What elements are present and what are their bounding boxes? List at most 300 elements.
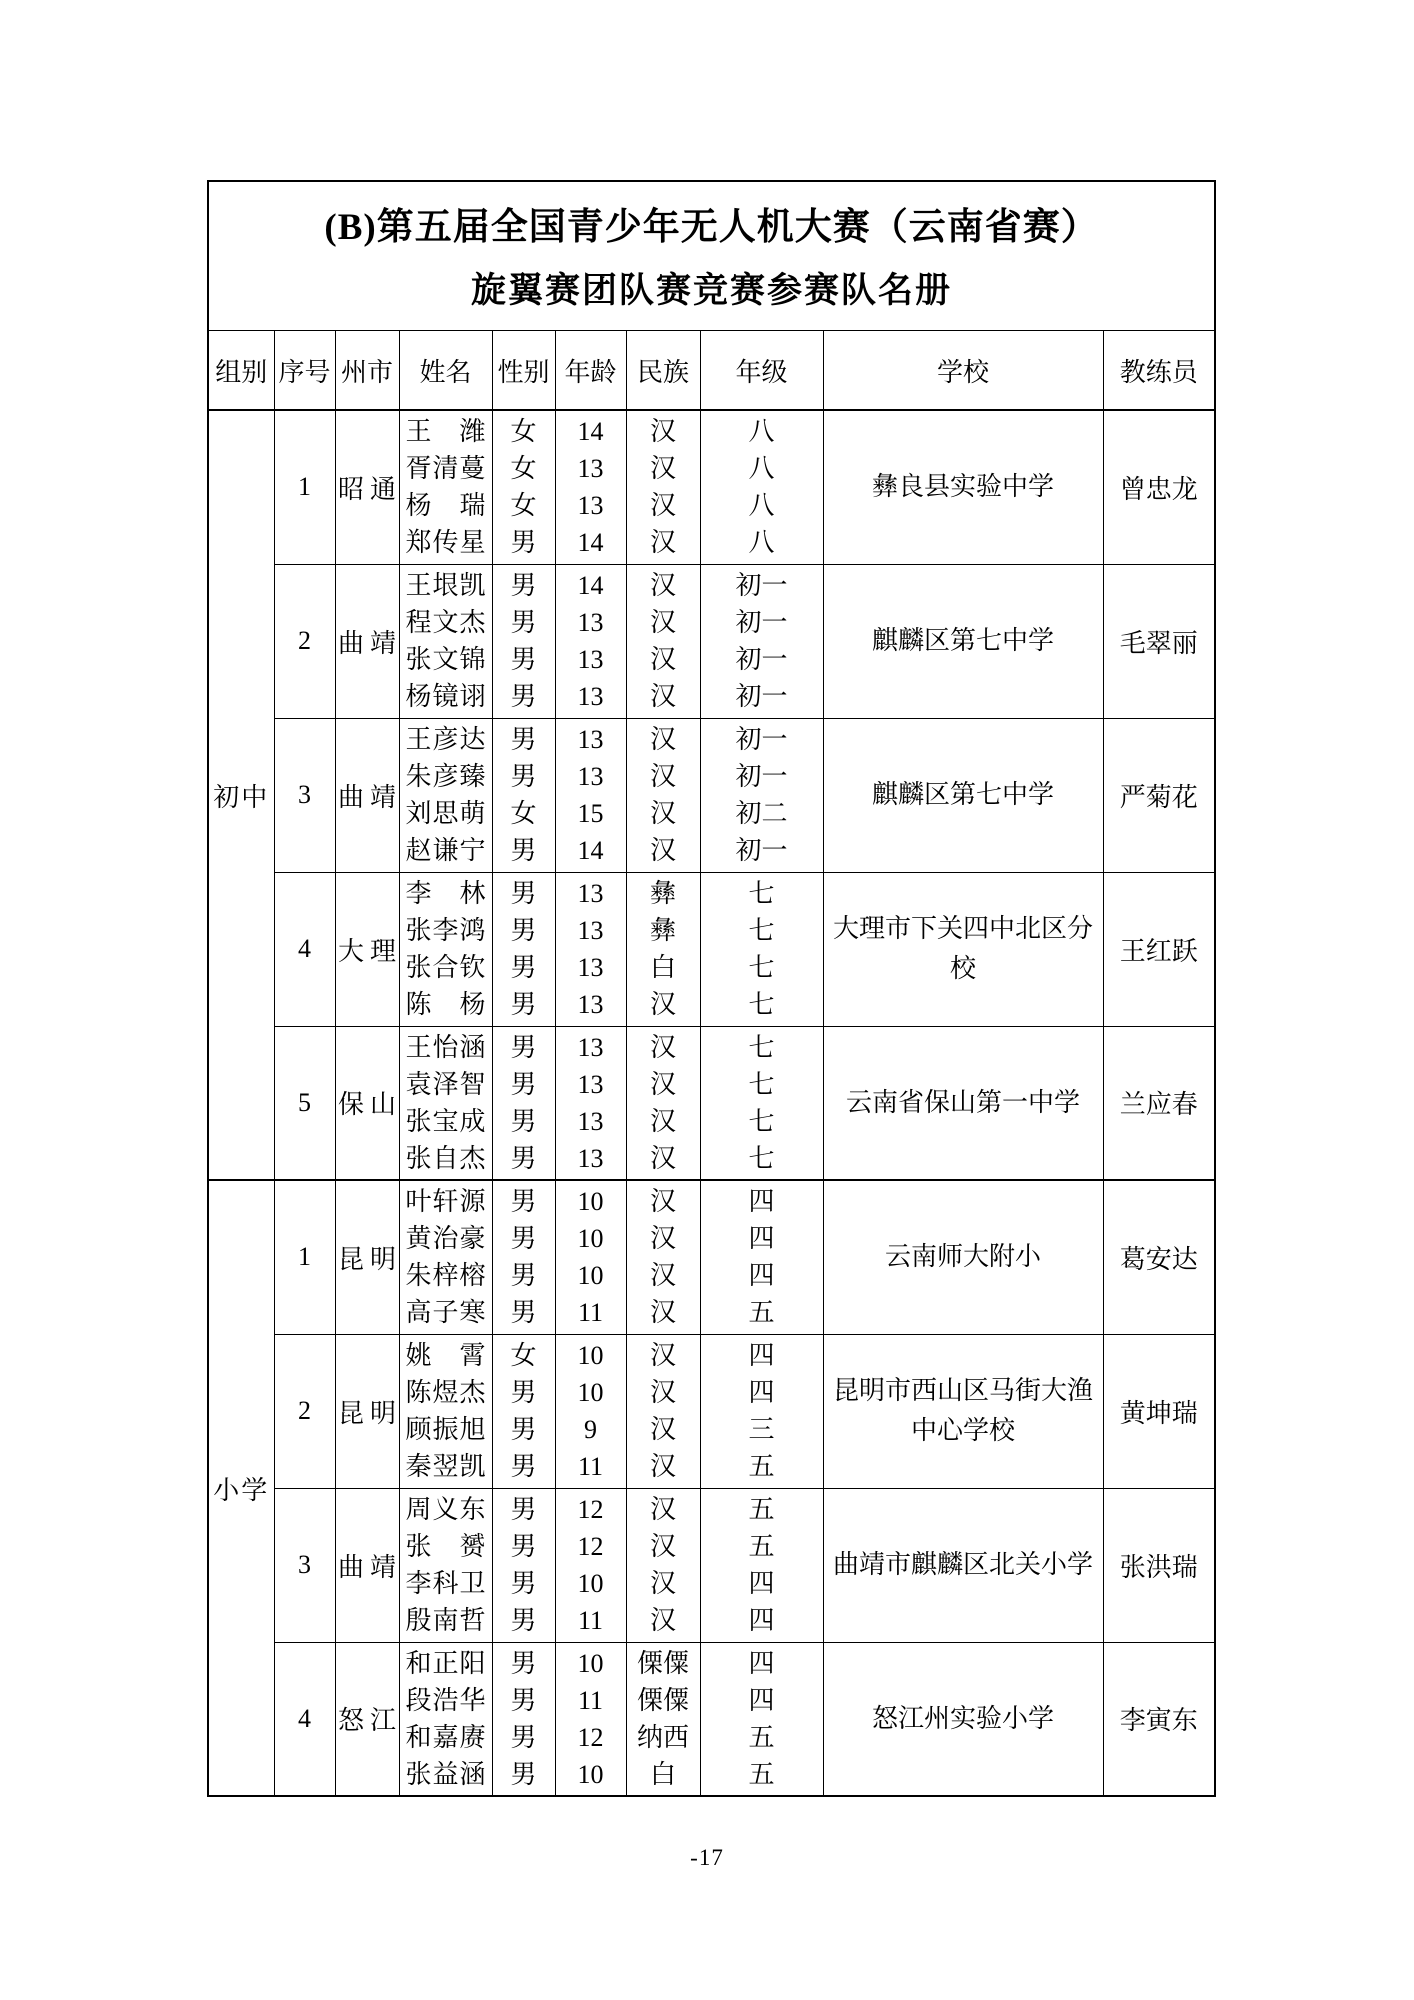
member-name-label: 杨瑞 <box>405 491 486 521</box>
team-school-cell: 昆明市西山区马街大渔中心学校 <box>823 1334 1103 1488</box>
member-grade: 七 <box>748 953 775 982</box>
team-city-label: 曲靖 <box>338 782 396 812</box>
member-gender: 男 <box>510 1261 537 1291</box>
member-name-label: 张李鸿 <box>405 916 486 945</box>
member-ethnicity: 汉 <box>649 682 676 711</box>
member-ethnicity: 汉 <box>649 990 676 1019</box>
team-city-label: 大理 <box>338 936 396 966</box>
member-ethnicity-cell <box>626 1488 700 1642</box>
member-name-label: 杨镜诩 <box>405 682 486 711</box>
member-age-cell <box>555 410 626 564</box>
team-city-cell <box>335 1642 399 1796</box>
team-school-cell: 云南师大附小 <box>823 1180 1103 1334</box>
member-name-label: 顾振旭 <box>405 1415 486 1444</box>
member-ethnicity-cell <box>626 1180 700 1334</box>
member-grade: 初一 <box>735 682 788 711</box>
team-row <box>208 410 1215 564</box>
member-name <box>400 1294 492 1331</box>
member-name <box>400 1645 492 1682</box>
member-grade: 七 <box>748 916 775 945</box>
team-city-cell <box>335 410 399 564</box>
member-ethnicity: 汉 <box>649 725 676 754</box>
member-ethnicity: 汉 <box>649 1187 676 1217</box>
member-grade: 五 <box>748 1759 775 1789</box>
member-name-label: 张文锦 <box>405 645 486 674</box>
member-age: 12 <box>577 1532 604 1561</box>
member-ethnicity: 汉 <box>649 1224 676 1254</box>
group-label-cell: 初中 <box>208 410 274 1180</box>
member-grade: 七 <box>748 1032 775 1062</box>
member-name-label: 袁泽智 <box>405 1069 486 1099</box>
member-name <box>400 1528 492 1565</box>
member-gender-cell <box>492 1026 555 1180</box>
team-city-cell <box>335 1180 399 1334</box>
member-grade: 三 <box>748 1415 775 1444</box>
member-name <box>400 1565 492 1602</box>
member-ethnicity: 傈僳 <box>636 1685 689 1715</box>
member-grade: 七 <box>748 1143 775 1173</box>
member-age: 14 <box>577 417 604 447</box>
member-age: 13 <box>577 682 604 711</box>
column-header-age: 年龄 <box>555 331 626 411</box>
member-age-cell <box>555 872 626 1026</box>
column-header-row <box>208 331 1215 411</box>
team-school-cell: 曲靖市麒麟区北关小学 <box>823 1488 1103 1642</box>
member-ethnicity-cell <box>626 1026 700 1180</box>
member-name-label: 刘思萌 <box>405 799 486 828</box>
member-name-cell <box>399 718 492 872</box>
team-city-cell <box>335 718 399 872</box>
member-gender-cell <box>492 410 555 564</box>
team-serial-cell: 1 <box>274 1180 335 1334</box>
member-age-cell <box>555 1180 626 1334</box>
member-age: 11 <box>577 1452 604 1481</box>
member-ethnicity: 傈僳 <box>636 1648 689 1678</box>
member-grade-cell <box>700 410 823 564</box>
member-name <box>400 1682 492 1719</box>
member-name-label: 朱彦臻 <box>405 762 486 791</box>
member-gender-cell <box>492 872 555 1026</box>
member-name <box>400 1066 492 1103</box>
member-age: 10 <box>577 1261 604 1291</box>
page-number: -17 <box>690 1845 724 1870</box>
member-gender: 男 <box>510 571 537 600</box>
member-name-cell <box>399 564 492 718</box>
member-age: 13 <box>577 879 604 908</box>
member-grade: 四 <box>748 1606 775 1635</box>
member-name-label: 朱梓榕 <box>405 1261 486 1291</box>
member-age: 14 <box>577 836 604 865</box>
member-age: 9 <box>584 1415 597 1444</box>
member-ethnicity: 汉 <box>649 528 676 558</box>
member-gender: 男 <box>510 1069 537 1099</box>
member-name <box>400 912 492 949</box>
member-name-label: 王潍 <box>405 417 486 447</box>
member-gender: 男 <box>510 879 537 908</box>
member-name-label: 周义东 <box>405 1495 486 1524</box>
column-header-name: 姓名 <box>399 331 492 411</box>
member-name <box>400 1719 492 1756</box>
member-ethnicity: 汉 <box>649 1495 676 1524</box>
member-grade-cell <box>700 872 823 1026</box>
member-ethnicity: 汉 <box>649 1415 676 1444</box>
team-serial-cell: 3 <box>274 718 335 872</box>
member-name-label: 和嘉赓 <box>405 1722 486 1752</box>
member-gender-cell <box>492 564 555 718</box>
member-name <box>400 1103 492 1140</box>
group-label-cell: 小学 <box>208 1180 274 1796</box>
team-coach-cell: 严菊花 <box>1103 718 1215 872</box>
member-name <box>400 678 492 715</box>
member-ethnicity-cell <box>626 718 700 872</box>
member-grade: 五 <box>748 1452 775 1481</box>
member-gender-cell <box>492 1334 555 1488</box>
member-name-label: 张益涵 <box>405 1759 486 1789</box>
team-row <box>208 1488 1215 1642</box>
member-name-label: 李林 <box>405 879 486 908</box>
member-gender: 男 <box>510 1722 537 1752</box>
member-age-cell <box>555 564 626 718</box>
member-ethnicity-cell <box>626 872 700 1026</box>
member-name <box>400 1220 492 1257</box>
team-coach-cell: 兰应春 <box>1103 1026 1215 1180</box>
member-name-label: 段浩华 <box>405 1685 486 1715</box>
member-age: 15 <box>577 799 604 828</box>
member-name <box>400 487 492 524</box>
member-gender: 男 <box>510 528 537 558</box>
member-name <box>400 450 492 487</box>
team-coach-cell: 黄坤瑞 <box>1103 1334 1215 1488</box>
member-name-cell <box>399 1334 492 1488</box>
member-grade: 初一 <box>735 608 788 637</box>
member-name <box>400 1257 492 1294</box>
member-grade: 七 <box>748 1106 775 1136</box>
member-name-label: 程文杰 <box>405 608 486 637</box>
member-ethnicity: 白 <box>649 953 676 982</box>
member-gender: 女 <box>510 417 537 447</box>
member-ethnicity: 汉 <box>649 1143 676 1173</box>
member-grade: 四 <box>748 1261 775 1291</box>
member-grade-cell <box>700 564 823 718</box>
member-name <box>400 721 492 758</box>
member-age: 11 <box>577 1606 604 1635</box>
column-header-group: 组别 <box>208 331 274 411</box>
member-age: 14 <box>577 571 604 600</box>
member-ethnicity: 白 <box>649 1759 676 1789</box>
member-grade: 初一 <box>735 645 788 674</box>
member-name-label: 陈杨 <box>405 990 486 1019</box>
team-school-cell: 云南省保山第一中学 <box>823 1026 1103 1180</box>
member-gender: 男 <box>510 953 537 982</box>
member-gender: 男 <box>510 1606 537 1635</box>
member-age: 13 <box>577 1143 604 1173</box>
member-gender: 男 <box>510 916 537 945</box>
member-grade-cell <box>700 718 823 872</box>
team-row <box>208 1180 1215 1334</box>
member-name-label: 张自杰 <box>405 1143 486 1173</box>
team-city-cell <box>335 1488 399 1642</box>
member-age: 13 <box>577 953 604 982</box>
team-serial-cell: 1 <box>274 410 335 564</box>
member-age: 13 <box>577 608 604 637</box>
document-title-line2: 旋翼赛团队赛竞赛参赛队名册 <box>471 271 953 310</box>
member-name <box>400 567 492 604</box>
member-name-label: 张赟 <box>405 1532 486 1561</box>
member-gender: 男 <box>510 990 537 1019</box>
member-grade: 四 <box>748 1569 775 1598</box>
team-row <box>208 872 1215 1026</box>
member-grade-cell <box>700 1642 823 1796</box>
team-serial-cell: 3 <box>274 1488 335 1642</box>
team-coach-cell: 张洪瑞 <box>1103 1488 1215 1642</box>
member-gender: 男 <box>510 1532 537 1561</box>
member-name-label: 张宝成 <box>405 1106 486 1136</box>
member-gender: 男 <box>510 1685 537 1715</box>
member-age: 13 <box>577 725 604 754</box>
column-header-serial: 序号 <box>274 331 335 411</box>
member-name <box>400 641 492 678</box>
column-header-coach: 教练员 <box>1103 331 1215 411</box>
member-ethnicity: 汉 <box>649 454 676 484</box>
team-school-cell: 彝良县实验中学 <box>823 410 1103 564</box>
member-name-label: 李科卫 <box>405 1569 486 1598</box>
member-grade: 七 <box>748 990 775 1019</box>
team-row <box>208 1334 1215 1488</box>
member-grade: 四 <box>748 1224 775 1254</box>
member-age: 10 <box>577 1569 604 1598</box>
member-grade: 四 <box>748 1341 775 1370</box>
member-ethnicity: 彝 <box>649 879 676 908</box>
member-ethnicity: 汉 <box>649 608 676 637</box>
member-name <box>400 1140 492 1177</box>
member-ethnicity: 汉 <box>649 1341 676 1370</box>
member-age: 10 <box>577 1187 604 1217</box>
team-city-label: 怒江 <box>338 1706 396 1736</box>
member-name-label: 胥清蔓 <box>405 454 486 484</box>
member-grade: 四 <box>748 1187 775 1217</box>
team-city-cell <box>335 564 399 718</box>
member-name <box>400 1756 492 1793</box>
member-name <box>400 758 492 795</box>
team-serial-cell: 2 <box>274 564 335 718</box>
member-age: 10 <box>577 1224 604 1254</box>
member-age: 12 <box>577 1722 604 1752</box>
member-name <box>400 524 492 561</box>
team-school-cell: 麒麟区第七中学 <box>823 718 1103 872</box>
team-coach-cell: 曾忠龙 <box>1103 410 1215 564</box>
member-ethnicity: 汉 <box>649 799 676 828</box>
member-gender: 男 <box>510 1224 537 1254</box>
member-grade: 初一 <box>735 836 788 865</box>
member-gender: 男 <box>510 1495 537 1524</box>
member-age: 14 <box>577 528 604 558</box>
member-ethnicity-cell <box>626 1334 700 1488</box>
member-age: 11 <box>577 1685 604 1715</box>
member-age: 13 <box>577 645 604 674</box>
member-name <box>400 1491 492 1528</box>
member-age: 10 <box>577 1341 604 1370</box>
team-coach-cell: 葛安达 <box>1103 1180 1215 1334</box>
member-name-cell <box>399 1488 492 1642</box>
member-gender: 男 <box>510 1143 537 1173</box>
team-serial-cell: 4 <box>274 872 335 1026</box>
member-grade: 八 <box>748 528 775 558</box>
member-gender: 男 <box>510 645 537 674</box>
member-name-label: 秦翌凯 <box>405 1452 486 1481</box>
team-school-cell: 怒江州实验小学 <box>823 1642 1103 1796</box>
member-ethnicity: 汉 <box>649 1261 676 1291</box>
member-gender: 男 <box>510 1759 537 1789</box>
column-header-ethnicity: 民族 <box>626 331 700 411</box>
member-age: 13 <box>577 1106 604 1136</box>
column-header-city: 州市 <box>335 331 399 411</box>
member-ethnicity-cell <box>626 564 700 718</box>
member-name <box>400 795 492 832</box>
member-name-label: 赵谦宁 <box>405 836 486 865</box>
member-age: 10 <box>577 1378 604 1407</box>
document-title-line1: (B)第五届全国青少年无人机大赛（云南省赛） <box>324 207 1099 248</box>
member-grade: 五 <box>748 1722 775 1752</box>
member-gender: 男 <box>510 1452 537 1481</box>
member-gender: 男 <box>510 608 537 637</box>
team-city-cell <box>335 872 399 1026</box>
team-coach-cell: 王红跃 <box>1103 872 1215 1026</box>
member-age-cell <box>555 1642 626 1796</box>
team-school-cell: 大理市下关四中北区分校 <box>823 872 1103 1026</box>
member-age: 11 <box>577 1298 604 1328</box>
member-grade: 八 <box>748 454 775 484</box>
team-city-label: 曲靖 <box>338 1552 396 1582</box>
member-name-cell <box>399 872 492 1026</box>
member-gender: 男 <box>510 762 537 791</box>
column-header-gender: 性别 <box>492 331 555 411</box>
team-row <box>208 718 1215 872</box>
member-gender: 男 <box>510 1378 537 1407</box>
member-name <box>400 1029 492 1066</box>
member-name <box>400 1448 492 1485</box>
member-age: 13 <box>577 990 604 1019</box>
member-name <box>400 1183 492 1220</box>
member-grade: 七 <box>748 879 775 908</box>
column-header-school: 学校 <box>823 331 1103 411</box>
member-grade: 五 <box>748 1495 775 1524</box>
member-name-label: 张合钦 <box>405 953 486 982</box>
member-ethnicity: 汉 <box>649 1032 676 1062</box>
member-grade: 初一 <box>735 571 788 600</box>
member-grade: 七 <box>748 1069 775 1099</box>
member-name <box>400 1374 492 1411</box>
member-grade: 四 <box>748 1685 775 1715</box>
team-city-label: 昆明 <box>338 1398 396 1428</box>
member-ethnicity: 汉 <box>649 1298 676 1328</box>
member-name <box>400 986 492 1023</box>
member-ethnicity-cell <box>626 410 700 564</box>
member-name-label: 黄治豪 <box>405 1224 486 1254</box>
member-ethnicity: 汉 <box>649 1606 676 1635</box>
member-gender: 女 <box>510 799 537 828</box>
member-gender-cell <box>492 1180 555 1334</box>
member-name-label: 王彦达 <box>405 725 486 754</box>
member-gender: 男 <box>510 1032 537 1062</box>
member-name-cell <box>399 410 492 564</box>
member-gender: 男 <box>510 725 537 754</box>
team-city-label: 昭通 <box>338 474 396 504</box>
team-row <box>208 1026 1215 1180</box>
table-title-cell <box>208 181 1215 331</box>
member-grade: 八 <box>748 417 775 447</box>
team-city-label: 昆明 <box>338 1244 396 1274</box>
team-serial-cell: 5 <box>274 1026 335 1180</box>
roster-table <box>207 180 1216 1797</box>
member-name-label: 王怡涵 <box>405 1032 486 1062</box>
member-name-label: 郑传星 <box>405 528 486 558</box>
member-grade: 初一 <box>735 762 788 791</box>
member-name-cell <box>399 1026 492 1180</box>
member-name-label: 和正阳 <box>405 1648 486 1678</box>
member-age: 13 <box>577 1069 604 1099</box>
team-school-cell: 麒麟区第七中学 <box>823 564 1103 718</box>
member-name <box>400 1337 492 1374</box>
member-gender-cell <box>492 1488 555 1642</box>
member-age: 13 <box>577 1032 604 1062</box>
team-city-cell <box>335 1026 399 1180</box>
member-age-cell <box>555 1026 626 1180</box>
team-serial-cell: 2 <box>274 1334 335 1488</box>
member-grade: 五 <box>748 1532 775 1561</box>
member-ethnicity: 汉 <box>649 417 676 447</box>
member-ethnicity-cell <box>626 1642 700 1796</box>
member-ethnicity: 汉 <box>649 1532 676 1561</box>
member-gender: 男 <box>510 1187 537 1217</box>
member-ethnicity: 汉 <box>649 1452 676 1481</box>
member-name <box>400 832 492 869</box>
member-name-label: 王垠凯 <box>405 571 486 600</box>
member-gender-cell <box>492 718 555 872</box>
member-name-label: 陈煜杰 <box>405 1378 486 1407</box>
member-age: 13 <box>577 491 604 521</box>
member-age: 13 <box>577 454 604 484</box>
team-city-label: 保山 <box>338 1090 396 1120</box>
member-ethnicity: 汉 <box>649 1106 676 1136</box>
member-grade-cell <box>700 1180 823 1334</box>
member-gender: 男 <box>510 1415 537 1444</box>
title-row <box>208 181 1215 331</box>
member-ethnicity: 汉 <box>649 1069 676 1099</box>
member-ethnicity: 纳西 <box>636 1722 689 1752</box>
member-ethnicity: 彝 <box>649 916 676 945</box>
member-name-label: 叶轩源 <box>405 1187 486 1217</box>
team-city-cell <box>335 1334 399 1488</box>
member-gender: 男 <box>510 836 537 865</box>
member-age: 13 <box>577 762 604 791</box>
member-age-cell <box>555 1334 626 1488</box>
member-ethnicity: 汉 <box>649 836 676 865</box>
member-ethnicity: 汉 <box>649 571 676 600</box>
member-ethnicity: 汉 <box>649 1569 676 1598</box>
member-grade: 五 <box>748 1298 775 1328</box>
member-age: 10 <box>577 1648 604 1678</box>
member-age: 12 <box>577 1495 604 1524</box>
member-name <box>400 413 492 450</box>
member-ethnicity: 汉 <box>649 1378 676 1407</box>
member-grade-cell <box>700 1334 823 1488</box>
member-grade-cell <box>700 1488 823 1642</box>
member-name-label: 殷南哲 <box>405 1606 486 1635</box>
team-serial-cell: 4 <box>274 1642 335 1796</box>
member-name-cell <box>399 1180 492 1334</box>
member-ethnicity: 汉 <box>649 645 676 674</box>
member-gender: 女 <box>510 1341 537 1370</box>
